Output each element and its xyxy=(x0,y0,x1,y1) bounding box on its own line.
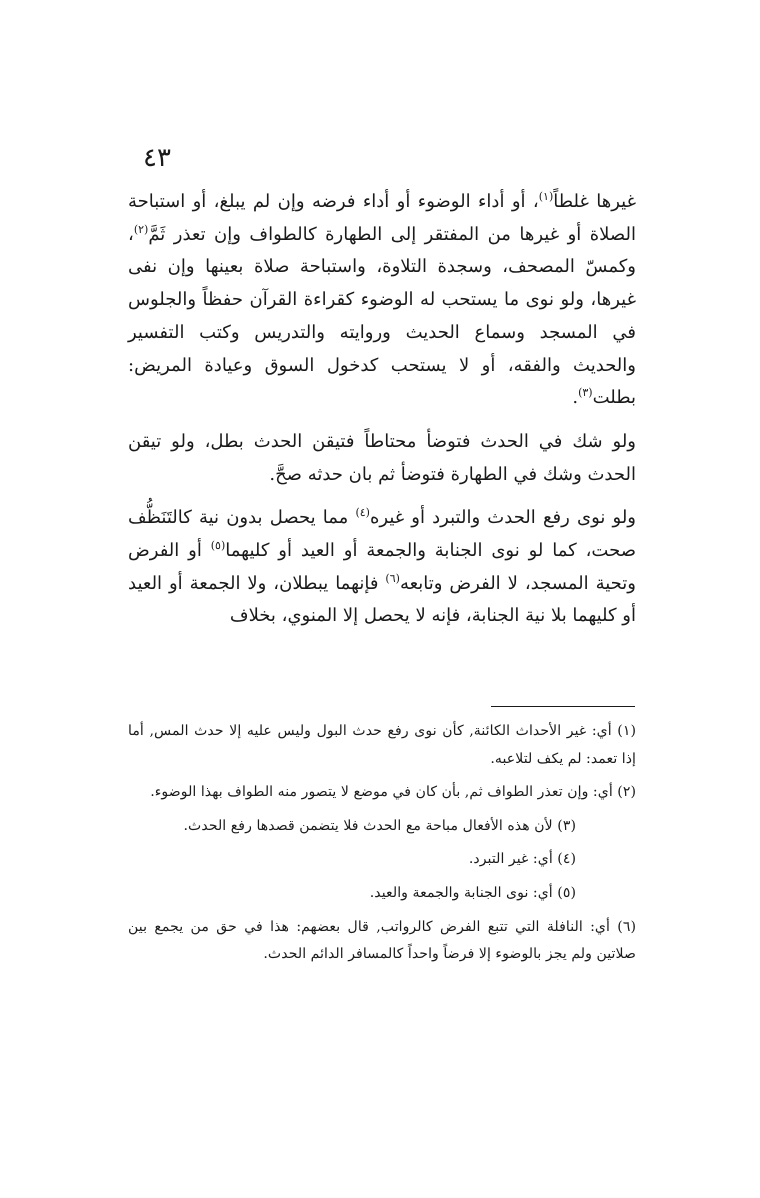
paragraph-text: غيرها غلطاً xyxy=(553,191,636,212)
footnotes xyxy=(128,718,636,975)
footnote-ref: (٦) xyxy=(385,571,400,585)
footnote-number: (١) xyxy=(617,723,636,739)
paragraph-text: . xyxy=(572,387,579,409)
paragraph-text: ولو شك في الحدث فتوضأ محتاطاً فتيقن الحدث بطل، ولو تيقن الحدث وشك في الطهارة فتوضأ ثم بان حدثه صحَّ. xyxy=(128,430,636,485)
footnote xyxy=(128,718,636,773)
footnote-ref: (٤) xyxy=(355,506,370,520)
footnote-text: أي: غير الأحداث الكائنة, كأن نوى رفع حدث البول وليس عليه إلا حدث المس, أما إذا تعمد: لم يكف لتلاعبه. xyxy=(128,723,636,767)
footnote-text: لأن هذه الأفعال مباحة مع الحدث فلا يتضمن قصدها رفع الحدث. xyxy=(183,817,553,834)
page-number: ٤٣ xyxy=(143,143,171,173)
paragraph-text: فإنهما يبطلان، ولا الجمعة أو العيد أو كليهما بلا نية الجنابة، فإنه لا يحصل إلا المنوي، بخلاف xyxy=(128,572,636,627)
footnote xyxy=(128,779,636,807)
footnote xyxy=(128,914,636,969)
footnote xyxy=(128,813,636,841)
paragraph-text: ولو نوى رفع الحدث والتبرد أو غيره xyxy=(369,507,637,529)
footnote-ref: (١) xyxy=(538,190,554,203)
footnote-ref: (٥) xyxy=(210,539,226,553)
paragraph xyxy=(128,186,636,415)
footnote-number: (٤) xyxy=(557,851,576,868)
footnote-ref: (٣) xyxy=(578,386,593,400)
paragraph xyxy=(128,502,636,633)
footnote-ref: (٢) xyxy=(133,222,149,236)
footnote-text: أي: نوى الجنابة والجمعة والعيد. xyxy=(369,884,553,901)
footnote-number: (٢) xyxy=(617,784,636,801)
footnote-text: أي: غير التبرد. xyxy=(468,851,553,868)
footnote xyxy=(128,846,636,874)
footnote-number: (٣) xyxy=(557,817,576,834)
footnote-separator xyxy=(491,706,635,707)
main-text xyxy=(128,186,636,633)
footnote-number: (٦) xyxy=(617,918,636,935)
footnote xyxy=(128,880,636,908)
footnote-text: أي: وإن تعذر الطواف ثم, بأن كان في موضع لا يتصور منه الطواف بهذا الوضوء. xyxy=(150,784,613,801)
paragraph-text: مما يحصل بدون نية كالتَنَظُّف صحت، كما لو نوى الجنابة والجمعة أو العيد أو كليهما xyxy=(128,507,637,562)
paragraph-text: ، أو أداء الوضوء أو أداء فرضه وإن لم يبلغ، أو استباحة الصلاة أو غيرها من المفتقر إلى الطهارة كالطواف وإن تعذر ثَمَّ xyxy=(128,191,636,245)
paragraph-text: ، وكمسّ المصحف، وسجدة التلاوة، واستباحة صلاة بعينها وإن نفى غيرها، ولو نوى ما يستحب له الوضوء كقراءة القرآن حفظاً والجلوس في المسجد وسماع الحديث وروايته والتدريس وكتب التفسير والحديث والفقه، أو لا يستحب كدخول السوق وعيادة المريض: بطلت xyxy=(128,223,636,409)
footnote-text: أي: النافلة التي تتبع الفرض كالرواتب, قال بعضهم: هذا في حق من يجمع بين صلاتين ولم يجز بالوضوء إلا فرضاً واحداً كالمسافر الدائم الحدث. xyxy=(128,918,636,963)
footnote-number: (٥) xyxy=(557,884,576,901)
paragraph-text: أو الفرض وتحية المسجد، لا الفرض وتابعه xyxy=(128,540,636,594)
paragraph xyxy=(128,426,636,491)
